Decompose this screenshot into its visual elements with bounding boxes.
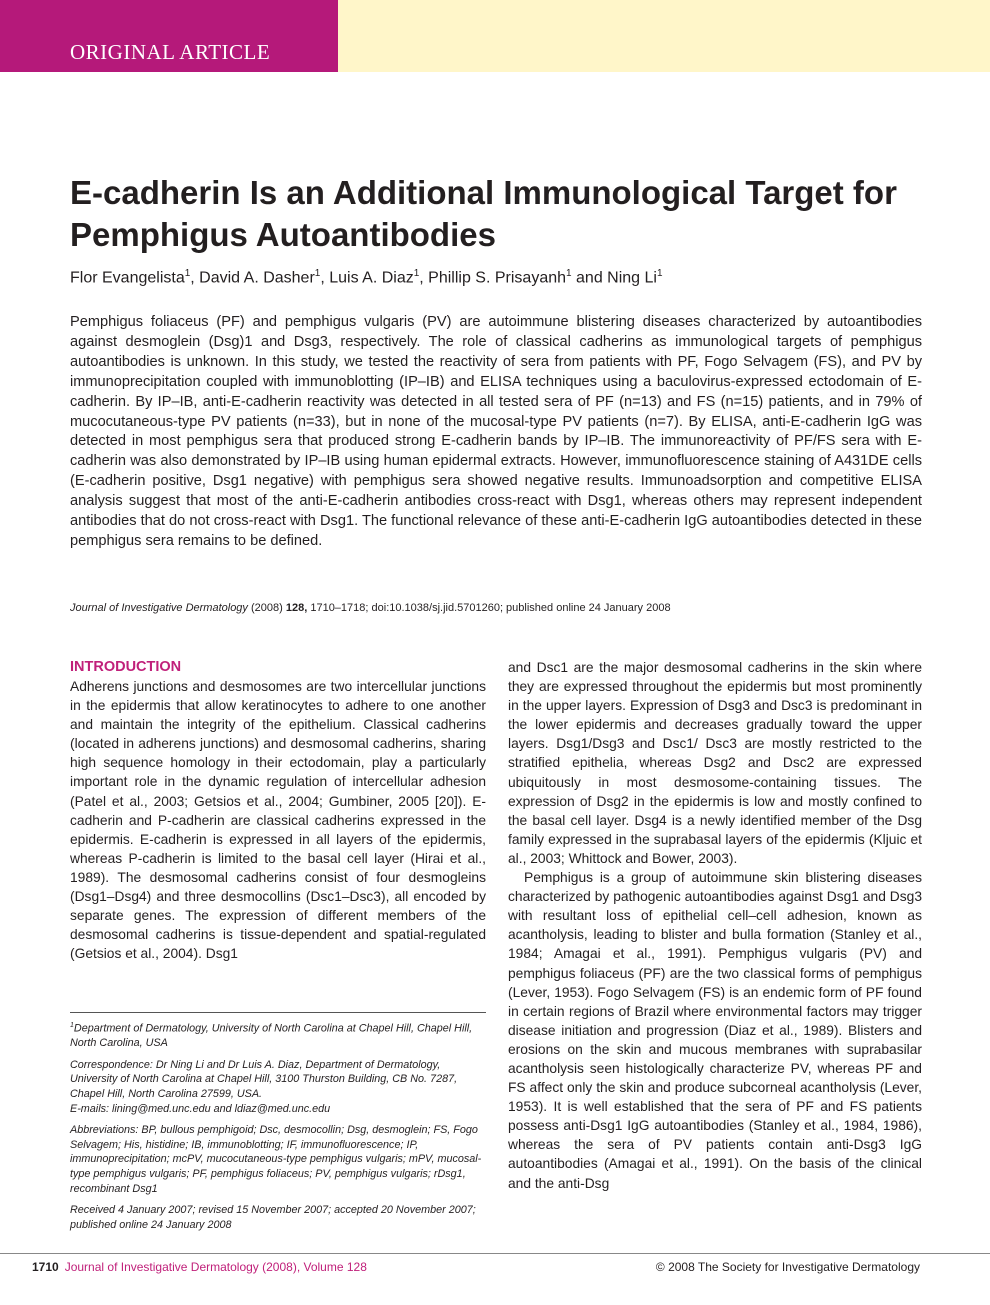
author-affiliation-mark: 1 [656,268,663,279]
citation-line [70,601,940,615]
affiliation-mark: 1 [70,1022,74,1029]
dates-note: Received 4 January 2007; revised 15 November 2007; accepted 20 November 2007; published online 24 January 2008 [70,1204,476,1231]
abstract: Pemphigus foliaceus (PF) and pemphigus vulgaris (PV) are autoimmune blistering diseases characterized by autoantibodies against desmoglein (Dsg)1 and Dsg3, respectively. The role of classical cadherins as immunological targets of pemphigus autoantibodies is unknown. In this study, we tested the reactivity of sera from patients with PF, Fogo Selvagem (FS), and PV by immunoprecipitation coupled with immunoblotting (IP–IB) and ELISA techniques using a baculovirus-expressed ectodomain of E-cadherin. By IP–IB, anti-E-cadherin reactivity was detected in all tested sera of PF (n=13) and FS (n=15) patients, and in 79% of mucocutaneous-type PV patients (n=33), but in none of the mucosal-type PV patients (n=7). By ELISA, anti-E-cadherin IgG was detected in most pemphigus sera that produced strong E-cadherin bands by IP–IB. The immunoreactivity of PF/FS sera with E-cadherin was also demonstrated by IP–IB using human epidermal extracts. However, immunofluorescence staining of A431DE cells (E-cadherin positive, Dsg1 negative) with pemphigus sera showed negative results. Immunoadsorption and competitive ELISA analysis suggest that most of the anti-E-cadherin antibodies cross-react with Dsg1, whereas others may represent independent antibodies that do not cross-react with Dsg1. The functional relevance of these anti-E-cadherin IgG autoantibodies detected in these pemphigus sera remains to be defined. [70,314,922,549]
email-text: E-mails: lining@med.unc.edu and ldiaz@med.unc.edu [70,1102,331,1115]
author-name: Flor Evangelista [70,269,185,287]
footer-journal: Journal of Investigative Dermatology (2008), Volume 128 [64,1260,367,1274]
footer-left [32,1259,367,1275]
footnote-divider [70,1012,486,1013]
introduction-paragraph-3: Pemphigus is a group of autoimmune skin blistering diseases characterized by pathogenic autoantibodies against Dsg1 and Dsg3 with resultant loss of epithelial cell–cell adhesion, known as acantholysis, leading to blister and bulla formation (Stanley et al., 1984; Amagai et al., 1991). Pemphigus vulgaris (PV) and pemphigus foliaceus (PF) are the two classical forms of pemphigus (Lever, 1953). Fogo Selvagem (FS) is an endemic form of PF found in certain regions of Brazil where environmental factors may trigger disease initiation and progression (Diaz et al., 1989). Blisters and erosions on the skin and mucous membranes with suprabasilar acantholysis seen histologically characterize PV, whereas PF and FS affect only the skin and produce subcorneal acantholysis (Lever, 1953). It is well established that the sera of PF and FS patients possess anti-Dsg1 IgG autoantibodies (Stanley et al., 1984, 1986), whereas the sera of PV patients contain anti-Dsg3 IgG autoantibodies (Amagai et al., 1991). On the basis of the clinical and the anti-Dsg [508,870,922,1191]
right-column [508,658,922,1193]
left-column [70,658,486,963]
author-name: Ning Li [607,269,657,287]
correspondence-text: Correspondence: Dr Ning Li and Dr Luis A. Diaz, Department of Dermatology, University of North Carolina at Chapel Hill, 3100 Thurston Building, CB No. 7287, Chapel Hill, North Carolina 27599, USA. [70,1058,458,1100]
author-affiliation-mark: 1 [566,268,572,279]
introduction-paragraph-1: Adherens junctions and desmosomes are two intercellular junctions in the epidermis that allow keratinocytes to adhere to one another and maintain the integrity of the epithelium. Classical cadherins (located in adherens junctions) and desmosomal cadherins, sharing high sequence homology in their ectodomain, play a particularly important role in the dynamic regulation of intercellular adhesion (Patel et al., 2003; Getsios et al., 2004; Gumbiner, 2005 [20]). E-cadherin and P-cadherin are classical cadherins expressed in the epidermis. E-cadherin is expressed in all layers of the epidermis, whereas P-cadherin is limited to the basal cell layer (Hirai et al., 1989). The desmosomal cadherins consist of four desmogleins (Dsg1–Dsg4) and three desmocollins (Dsc1–Dsc3), all encoded by separate genes. The expression of different members of the desmosomal cadherins is tissue-dependent and spatial-regulated (Getsios et al., 2004). Dsg1 [70,679,486,962]
author-affiliation-mark: 1 [314,268,321,279]
footer-divider [0,1253,990,1254]
header-band [338,0,990,72]
author-name: David A. Dasher [199,269,315,287]
abbreviations-note: Abbreviations: BP, bullous pemphigoid; Dsc, desmocollin; Dsg, desmoglein; FS, Fogo Selvagem; His, histidine; IB, immunoblotting; IF, immunofluorescence; IP, immunoprecipitation; mcPV, mucocutaneous-type pemphigus vulgaris; mPV, mucosal-type pemphigus vulgaris; PF, pemphigus foliaceus; PV, pemphigus vulgaris; rDsg1, recombinant Dsg1 [70,1124,482,1195]
article-title: E-cadherin Is an Additional Immunological Target for Pemphigus Autoantibodies [70,174,897,253]
footer-copyright: © 2008 The Society for Investigative Dermatology [655,1260,920,1274]
author-name: Luis A. Diaz [329,269,414,287]
correspondence-note [70,1058,486,1116]
author-name: Phillip S. Prisayanh [428,269,567,287]
page-number: 1710 [32,1260,59,1274]
author-affiliation-mark: 1 [184,268,191,279]
citation-details: 1710–1718; doi:10.1038/sj.jid.5701260; published online 24 January 2008 [307,602,671,614]
article-type-label: ORIGINAL ARTICLE [70,40,271,64]
footnotes [70,1019,486,1239]
author-list: Flor Evangelista$^1$, David A. Dasher$^1$, Luis A. Diaz$^1$, Phillip S. Prisayanh$^1$ and Ning Li$^1$ [70,268,663,287]
affiliation-note [70,1019,486,1051]
introduction-paragraph-2: and Dsc1 are the major desmosomal cadherins in the skin where they are expressed throughout the epidermis but most prominently in the upper layers. Expression of Dsg3 and Dsc3 is predominant in the lower epidermis and decreases gradually toward the upper layers. Dsg1/Dsg3 and Dsc1/ Dsc3 are mostly restricted to the stratified epithelia, whereas Dsg2 and Dsc2 are expressed ubiquitously in most desmosome-containing tissues. The expression of Dsg2 in the epidermis is low and mostly confined to the basal cell layer. Dsg4 is a newly identified member of the Dsg family expressed in the suprabasal layers of the epidermis (Kljuic et al., 2003; Whittock and Bower, 2003). [508,660,922,866]
affiliation-text: Department of Dermatology, University of North Carolina at Chapel Hill, Chapel Hill, North Carolina, USA [70,1022,473,1050]
citation-year: (2008) [247,602,286,614]
citation-journal: Journal of Investigative Dermatology [70,602,248,614]
citation-volume: 128, [285,602,308,614]
author-affiliation-mark: 1 [413,268,420,279]
introduction-heading: INTRODUCTION [70,659,182,675]
